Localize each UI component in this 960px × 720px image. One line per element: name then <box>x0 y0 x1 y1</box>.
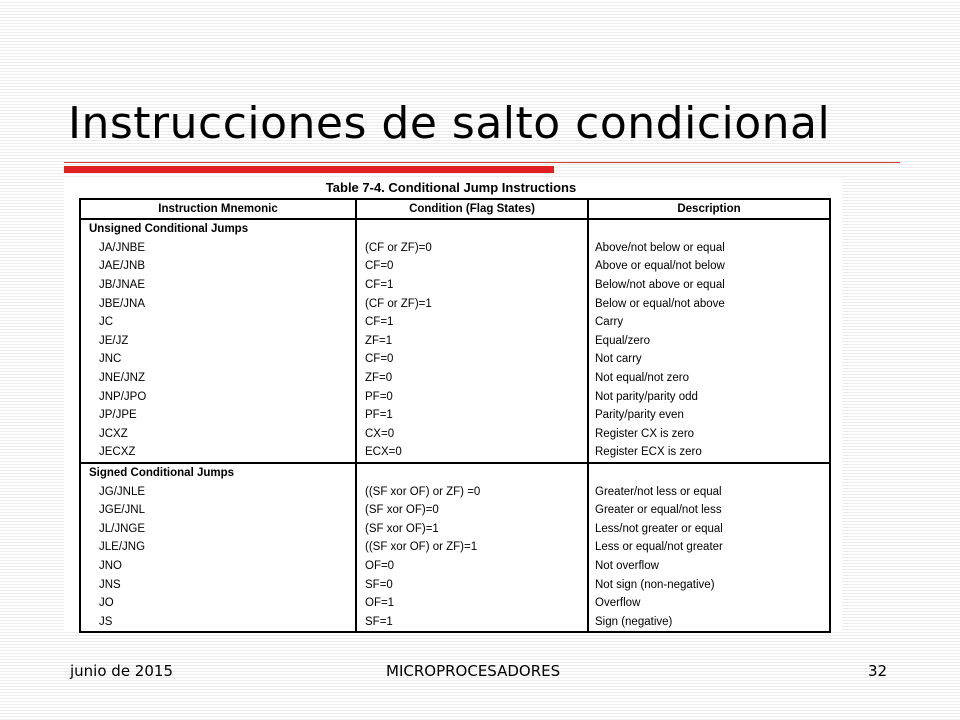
table-body <box>80 219 830 632</box>
table-row <box>80 313 830 332</box>
mnemonic-cell: JO <box>80 594 356 613</box>
description-cell: Below or equal/not above <box>588 294 830 313</box>
mnemonic-cell: JNO <box>80 557 356 576</box>
condition-cell: (SF xor OF)=0 <box>356 501 588 520</box>
mnemonic-cell: JP/JPE <box>80 406 356 425</box>
description-cell: Below/not above or equal <box>588 276 830 295</box>
table-row <box>80 575 830 594</box>
condition-cell: ZF=1 <box>356 332 588 351</box>
mnemonic-cell: JLE/JNG <box>80 538 356 557</box>
condition-cell: SF=0 <box>356 575 588 594</box>
table-row <box>80 369 830 388</box>
table-row <box>80 425 830 444</box>
conditional-jump-table <box>79 198 831 633</box>
table-row <box>80 332 830 351</box>
mnemonic-cell: JNC <box>80 350 356 369</box>
mnemonic-cell: JS <box>80 612 356 632</box>
description-cell: Not sign (non-negative) <box>588 575 830 594</box>
description-cell: Register CX is zero <box>588 425 830 444</box>
group-label: Signed Conditional Jumps <box>80 463 356 483</box>
mnemonic-cell: JL/JNGE <box>80 520 356 539</box>
table-row <box>80 538 830 557</box>
table-figure <box>64 178 842 632</box>
title-rule-line <box>64 162 900 163</box>
column-header-description: Description <box>588 199 830 219</box>
condition-cell: CF=0 <box>356 350 588 369</box>
table-row <box>80 276 830 295</box>
description-cell: Not equal/not zero <box>588 369 830 388</box>
table-row <box>80 350 830 369</box>
description-cell: Less/not greater or equal <box>588 520 830 539</box>
table-row <box>80 406 830 425</box>
group-row <box>80 219 830 239</box>
mnemonic-cell: JNE/JNZ <box>80 369 356 388</box>
condition-cell: CF=1 <box>356 313 588 332</box>
description-cell: Not overflow <box>588 557 830 576</box>
condition-cell: SF=1 <box>356 612 588 632</box>
table-row <box>80 482 830 501</box>
table-row <box>80 594 830 613</box>
description-cell: Above/not below or equal <box>588 239 830 258</box>
mnemonic-cell: JNS <box>80 575 356 594</box>
group-label: Unsigned Conditional Jumps <box>80 219 356 239</box>
table-row <box>80 612 830 632</box>
description-cell: Not carry <box>588 350 830 369</box>
condition-cell: ((SF xor OF) or ZF)=1 <box>356 538 588 557</box>
mnemonic-cell: JA/JNBE <box>80 239 356 258</box>
condition-cell: ECX=0 <box>356 443 588 463</box>
description-cell: Register ECX is zero <box>588 443 830 463</box>
group-condition-blank <box>356 219 588 239</box>
mnemonic-cell: JECXZ <box>80 443 356 463</box>
condition-cell: ((SF xor OF) or ZF) =0 <box>356 482 588 501</box>
mnemonic-cell: JAE/JNB <box>80 257 356 276</box>
group-description-blank <box>588 219 830 239</box>
mnemonic-cell: JB/JNAE <box>80 276 356 295</box>
table-row <box>80 239 830 258</box>
table-row <box>80 557 830 576</box>
footer-course: MICROPROCESADORES <box>386 662 561 680</box>
description-cell: Not parity/parity odd <box>588 387 830 406</box>
table-row <box>80 443 830 463</box>
condition-cell: (CF or ZF)=1 <box>356 294 588 313</box>
condition-cell: PF=0 <box>356 387 588 406</box>
table-row <box>80 387 830 406</box>
description-cell: Overflow <box>588 594 830 613</box>
table-row <box>80 294 830 313</box>
description-cell: Greater/not less or equal <box>588 482 830 501</box>
title-accent-bar <box>64 166 554 173</box>
group-condition-blank <box>356 463 588 483</box>
table-header-row <box>80 199 830 219</box>
condition-cell: (SF xor OF)=1 <box>356 520 588 539</box>
description-cell: Less or equal/not greater <box>588 538 830 557</box>
description-cell: Above or equal/not below <box>588 257 830 276</box>
condition-cell: CF=0 <box>356 257 588 276</box>
condition-cell: OF=1 <box>356 594 588 613</box>
condition-cell: (CF or ZF)=0 <box>356 239 588 258</box>
condition-cell: CF=1 <box>356 276 588 295</box>
condition-cell: PF=1 <box>356 406 588 425</box>
table-row <box>80 257 830 276</box>
condition-cell: ZF=0 <box>356 369 588 388</box>
description-cell: Carry <box>588 313 830 332</box>
footer-page-number: 32 <box>868 662 888 680</box>
table-row <box>80 520 830 539</box>
description-cell: Sign (negative) <box>588 612 830 632</box>
mnemonic-cell: JBE/JNA <box>80 294 356 313</box>
mnemonic-cell: JC <box>80 313 356 332</box>
table-caption: Table 7-4. Conditional Jump Instructions <box>325 180 577 195</box>
mnemonic-cell: JG/JNLE <box>80 482 356 501</box>
footer-date: junio de 2015 <box>70 662 173 680</box>
description-cell: Equal/zero <box>588 332 830 351</box>
condition-cell: OF=0 <box>356 557 588 576</box>
column-header-condition: Condition (Flag States) <box>356 199 588 219</box>
description-cell: Parity/parity even <box>588 406 830 425</box>
table-row <box>80 501 830 520</box>
mnemonic-cell: JGE/JNL <box>80 501 356 520</box>
mnemonic-cell: JCXZ <box>80 425 356 444</box>
group-description-blank <box>588 463 830 483</box>
mnemonic-cell: JNP/JPO <box>80 387 356 406</box>
group-row <box>80 463 830 483</box>
column-header-mnemonic: Instruction Mnemonic <box>80 199 356 219</box>
description-cell: Greater or equal/not less <box>588 501 830 520</box>
condition-cell: CX=0 <box>356 425 588 444</box>
mnemonic-cell: JE/JZ <box>80 332 356 351</box>
slide-title: Instrucciones de salto condicional <box>68 98 831 149</box>
